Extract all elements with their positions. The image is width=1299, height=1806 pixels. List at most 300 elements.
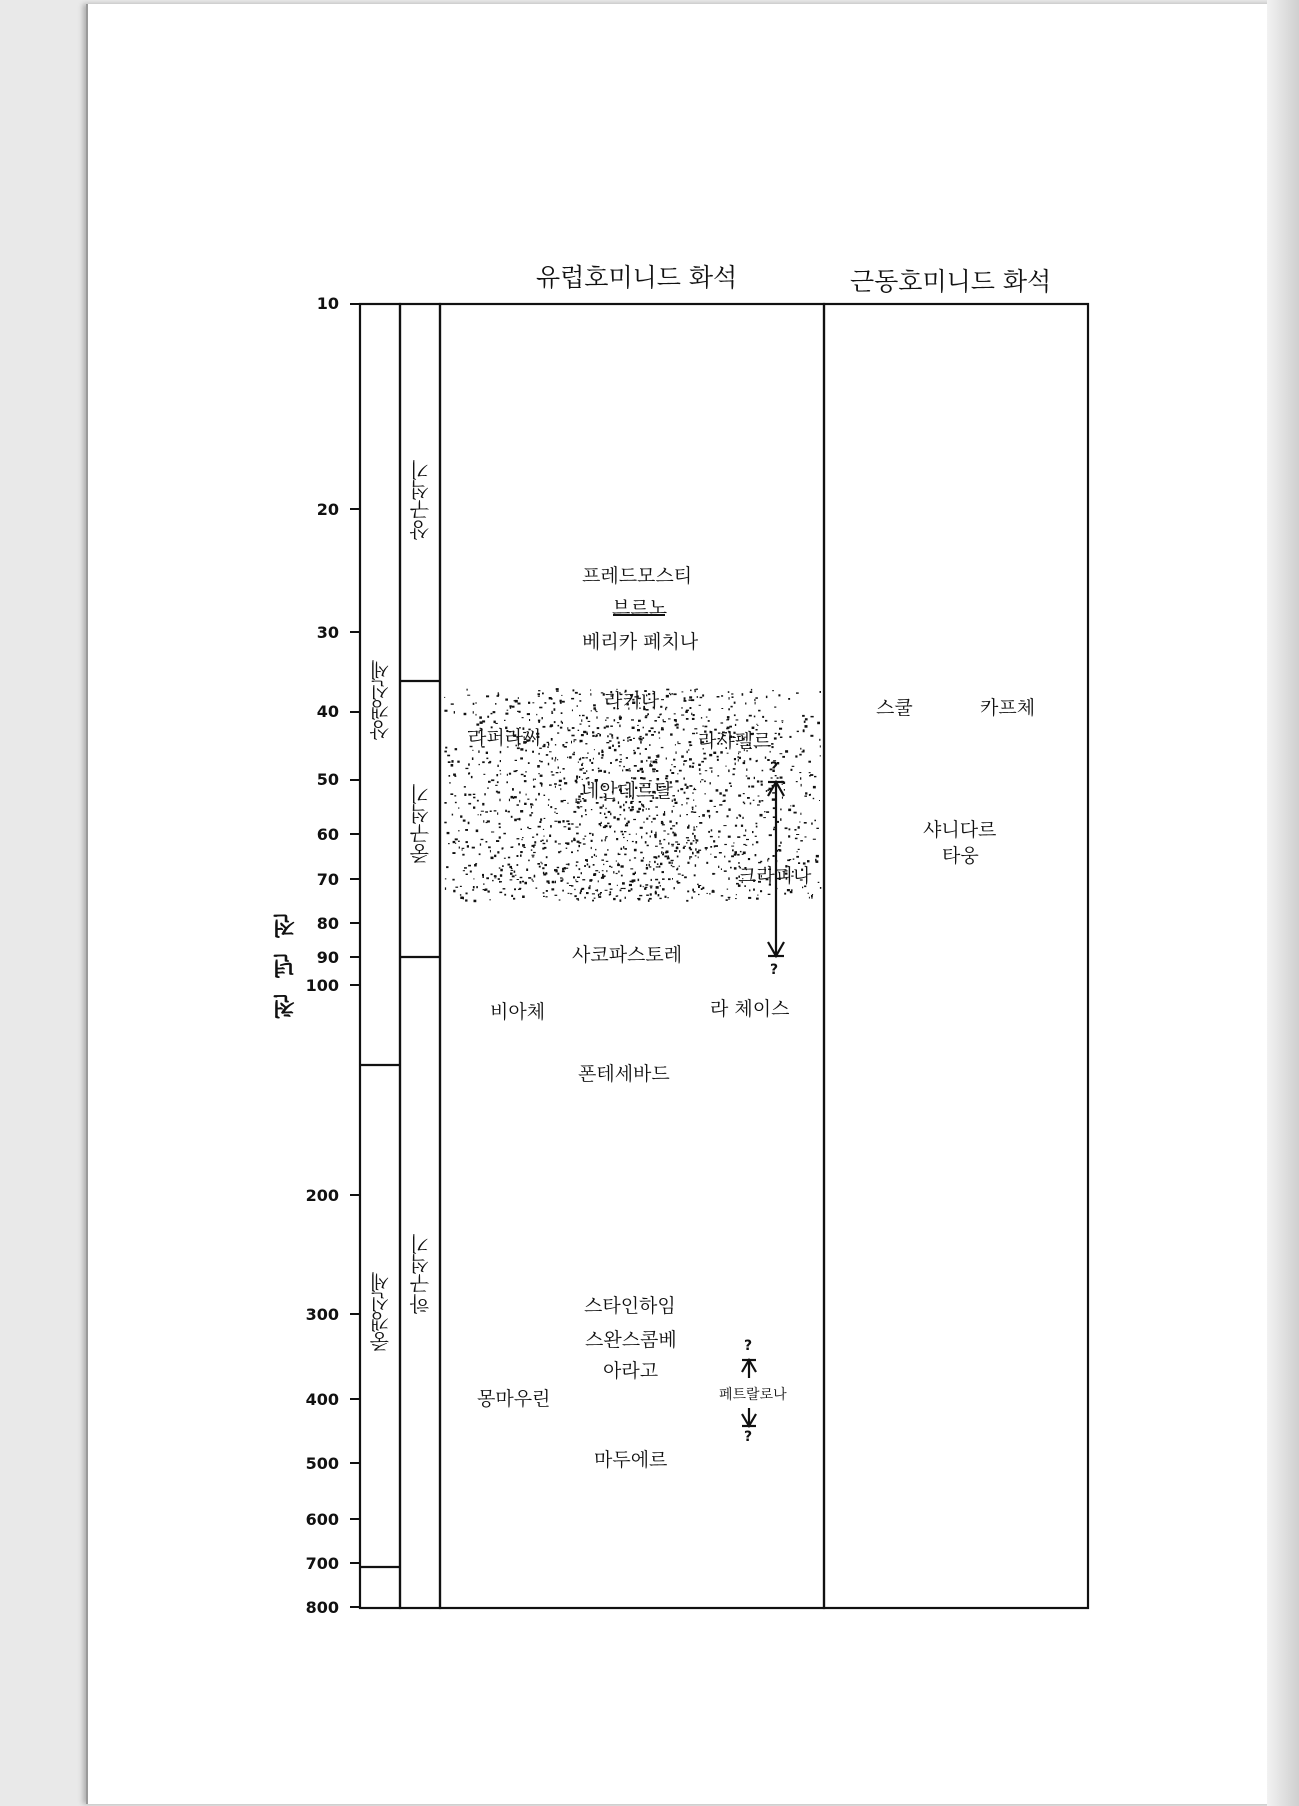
stipple-dot: [814, 776, 816, 777]
stipple-dot: [682, 691, 684, 692]
stipple-dot: [555, 808, 557, 809]
stipple-dot: [701, 779, 703, 780]
stipple-dot: [538, 826, 541, 828]
stipple-dot: [557, 867, 559, 868]
stipple-dot: [564, 826, 567, 827]
stipple-dot: [683, 847, 685, 849]
stipple-dot: [678, 882, 681, 884]
stipple-dot: [624, 818, 625, 820]
stipple-dot: [760, 814, 763, 817]
stipple-dot: [797, 731, 799, 732]
stipple-dot: [677, 856, 679, 858]
stipple-dot: [601, 751, 603, 753]
stipple-dot: [719, 792, 721, 794]
stipple-dot: [547, 742, 549, 743]
stipple-dot: [655, 762, 657, 763]
stipple-dot: [586, 770, 587, 772]
stipple-dot: [520, 855, 522, 857]
stipple-dot: [695, 848, 696, 850]
stipple-dot: [568, 893, 570, 894]
stipple-dot: [497, 695, 500, 697]
stipple-dot: [800, 813, 801, 815]
stipple-dot: [559, 785, 562, 786]
stipple-dot: [681, 707, 683, 708]
stipple-dot: [798, 826, 800, 829]
stipple-dot: [623, 804, 624, 806]
stipple-dot: [578, 730, 580, 731]
stipple-dot: [627, 740, 628, 742]
stipple-dot: [724, 844, 727, 845]
stipple-dot: [650, 893, 652, 895]
stipple-dot: [814, 820, 816, 822]
krapina-bottom-question-mark: ?: [770, 962, 779, 978]
stipple-dot: [799, 772, 801, 773]
stipple-dot: [463, 870, 465, 871]
stipple-dot: [609, 747, 612, 750]
stipple-dot: [587, 732, 588, 734]
stipple-dot: [665, 896, 667, 898]
stipple-dot: [723, 795, 726, 797]
stipple-dot: [505, 810, 507, 812]
stipple-dot: [725, 789, 728, 791]
stipple-dot: [556, 813, 558, 814]
stipple-dot: [539, 707, 542, 709]
stipple-dot: [558, 725, 560, 727]
stipple-dot: [609, 883, 612, 885]
stipple-dot: [756, 898, 759, 900]
stipple-dot: [582, 879, 585, 880]
stipple-dot: [500, 874, 502, 877]
stipple-dot: [620, 814, 622, 815]
stipple-dot: [650, 836, 651, 838]
stipple-dot: [551, 698, 552, 700]
stipple-dot: [749, 890, 750, 892]
stipple-dot: [718, 866, 719, 868]
stipple-dot: [646, 832, 648, 834]
stipple-dot: [473, 878, 474, 879]
stipple-dot: [593, 704, 596, 706]
stipple-dot: [592, 900, 594, 902]
stipple-dot: [711, 770, 712, 773]
stipple-dot: [642, 809, 644, 812]
stipple-dot: [588, 887, 590, 890]
stipple-dot: [516, 770, 518, 771]
stipple-dot: [533, 852, 536, 853]
stipple-dot: [518, 889, 521, 890]
stipple-dot: [679, 770, 682, 772]
stipple-dot: [659, 714, 661, 716]
stipple-dot: [515, 875, 517, 876]
stipple-dot: [642, 771, 644, 773]
stipple-dot: [544, 864, 547, 866]
stipple-dot: [817, 722, 820, 725]
stipple-dot: [594, 873, 596, 875]
stipple-dot: [820, 691, 822, 693]
fossil-petralona: 페트랄로나: [719, 1387, 787, 1403]
stipple-dot: [691, 811, 694, 812]
stipple-dot: [647, 713, 649, 715]
stipple-dot: [709, 754, 712, 756]
stipple-dot: [816, 855, 819, 858]
stipple-dot: [504, 894, 506, 896]
stipple-dot: [769, 834, 772, 836]
stipple-dot: [560, 880, 562, 882]
stipple-dot: [716, 789, 719, 791]
stipple-dot: [757, 804, 760, 805]
stipple-dot: [672, 832, 674, 834]
stipple-dot: [663, 852, 664, 854]
stipple-dot: [812, 894, 813, 895]
stipple-dot: [611, 867, 613, 868]
stipple-dot: [658, 894, 660, 896]
stipple-dot: [653, 818, 656, 820]
stipple-dot: [573, 811, 576, 813]
stipple-dot: [451, 764, 454, 767]
stipple-dot: [692, 889, 694, 892]
stipple-dot: [654, 861, 656, 863]
stipple-dot: [709, 817, 710, 819]
stipple-dot: [462, 854, 464, 856]
stipple-dot: [532, 855, 535, 856]
stipple-dot: [686, 798, 689, 800]
stipple-dot: [636, 834, 637, 835]
stipple-dot: [448, 843, 450, 844]
stipple-dot: [687, 826, 689, 828]
stipple-dot: [537, 863, 540, 865]
stipple-dot: [809, 897, 810, 899]
stipple-dot: [580, 890, 582, 892]
stipple-dot: [543, 726, 546, 728]
stipple-dot: [500, 770, 501, 771]
stipple-dot: [546, 890, 548, 892]
stipple-dot: [637, 770, 640, 772]
stipple-dot: [606, 717, 608, 718]
tick-label: 20: [316, 500, 339, 519]
stipple-dot: [789, 828, 791, 830]
stipple-dot: [782, 797, 783, 799]
stipple-dot: [760, 781, 762, 783]
stipple-dot: [605, 720, 606, 721]
stipple-dot: [651, 821, 653, 822]
stipple-dot: [681, 715, 684, 716]
stipple-dot: [671, 764, 672, 765]
stipple-dot: [645, 715, 648, 716]
stipple-dot: [621, 848, 623, 850]
stipple-dot: [532, 804, 533, 805]
stipple-dot: [794, 829, 796, 831]
stipple-dot: [805, 836, 807, 837]
stipple-dot: [660, 863, 662, 865]
stipple-dot: [735, 763, 736, 766]
stipple-dot: [646, 867, 648, 870]
stipple-dot: [550, 724, 553, 727]
stipple-dot: [451, 703, 454, 704]
stipple-dot: [517, 804, 519, 806]
stipple-dot: [629, 834, 631, 835]
stipple-dot: [532, 837, 534, 838]
stipple-dot: [517, 855, 519, 857]
stipple-dot: [667, 858, 669, 860]
stipple-dot: [495, 785, 497, 786]
stipple-dot: [503, 847, 504, 849]
stipple-dot: [710, 800, 713, 802]
stipple-dot: [453, 774, 456, 776]
stipple-dot: [662, 871, 665, 873]
stipple-dot: [780, 753, 783, 754]
stipple-dot: [515, 700, 518, 703]
stipple-dot: [550, 825, 552, 828]
stipple-dot: [486, 877, 489, 879]
stipple-dot: [799, 754, 801, 756]
stipple-dot: [459, 847, 460, 849]
stipple-dot: [592, 735, 594, 737]
stipple-dot: [579, 769, 582, 771]
stipple-dot: [753, 800, 755, 801]
stipple-dot: [599, 770, 602, 772]
stipple-dot: [640, 768, 643, 770]
stipple-dot: [638, 898, 640, 901]
stipple-dot: [625, 848, 628, 850]
stipple-dot: [488, 846, 491, 848]
stipple-dot: [522, 896, 525, 899]
stipple-dot: [629, 884, 632, 886]
stipple-dot: [778, 694, 780, 696]
stipple-dot: [514, 819, 517, 822]
fossil-arago: 아라고: [603, 1360, 659, 1382]
stipple-dot: [624, 831, 626, 832]
stipple-dot: [566, 820, 569, 822]
stipple-dot: [704, 758, 707, 760]
stipple-dot: [695, 864, 696, 867]
stipple-dot: [494, 810, 497, 811]
stipple-dot: [690, 690, 691, 692]
stipple-dot: [584, 836, 586, 837]
stipple-dot: [800, 777, 801, 779]
stipple-dot: [686, 900, 688, 902]
stipple-dot: [820, 745, 821, 747]
stipple-dot: [607, 849, 609, 850]
stipple-dot: [539, 866, 541, 868]
stipple-dot: [552, 757, 554, 759]
stipple-dot: [465, 768, 468, 769]
stipple-dot: [612, 745, 614, 747]
stipple-dot: [607, 823, 609, 825]
stipple-dot: [538, 753, 539, 755]
stipple-dot: [677, 844, 680, 845]
stipple-dot: [544, 847, 547, 849]
stipple-dot: [455, 887, 458, 888]
stipple-dot: [666, 689, 669, 691]
stipple-dot: [750, 803, 752, 805]
stipple-dot: [499, 827, 501, 829]
stipple-dot: [622, 770, 623, 772]
period-label-lower-paleolithic: 하구석기: [409, 1234, 433, 1314]
stipple-dot: [518, 697, 519, 699]
stipple-dot: [594, 898, 596, 899]
stipple-dot: [745, 829, 746, 831]
stipple-dot: [491, 832, 494, 833]
stipple-dot: [546, 896, 548, 897]
stipple-dot: [732, 849, 734, 851]
stipple-dot: [592, 731, 594, 733]
stipple-dot: [739, 814, 741, 816]
stipple-dot: [723, 825, 726, 826]
stipple-dot: [604, 770, 607, 773]
stipple-dot: [698, 850, 701, 851]
stipple-dot: [466, 841, 468, 843]
stipple-dot: [571, 823, 573, 824]
stipple-dot: [594, 749, 595, 750]
stipple-dot: [688, 749, 689, 750]
stipple-dot: [537, 765, 540, 768]
stipple-dot: [683, 763, 684, 765]
stipple-dot: [512, 788, 514, 791]
stipple-dot: [728, 691, 730, 693]
stipple-dot: [666, 695, 669, 698]
stipple-dot: [596, 856, 597, 858]
stipple-dot: [519, 711, 521, 713]
stipple-dot: [447, 832, 450, 834]
stipple-dot: [633, 873, 636, 875]
stipple-dot: [779, 845, 781, 847]
stipple-dot: [603, 864, 604, 865]
stipple-dot: [689, 741, 692, 743]
stipple-dot: [793, 859, 795, 860]
stipple-dot: [737, 854, 739, 856]
stipple-dot: [508, 864, 511, 866]
stipple-dot: [694, 837, 695, 839]
stipple-dot: [813, 839, 816, 840]
stipple-dot: [573, 752, 575, 753]
stipple-dot: [726, 766, 727, 767]
stipple-dot: [613, 871, 614, 873]
stipple-dot: [465, 829, 468, 831]
stipple-dot: [676, 822, 678, 824]
stipple-dot: [643, 857, 644, 859]
stipple-dot: [637, 811, 640, 813]
stipple-dot: [546, 856, 548, 858]
stipple-dot: [479, 764, 480, 765]
stipple-dot: [648, 730, 651, 732]
stipple-dot: [780, 737, 783, 739]
stipple-dot: [655, 856, 657, 858]
stipple-dot: [708, 831, 710, 833]
stipple-dot: [616, 860, 617, 861]
stipple-dot: [560, 702, 562, 704]
stipple-dot: [654, 731, 656, 733]
stipple-dot: [796, 834, 799, 835]
stipple-dot: [644, 821, 645, 823]
stipple-dot: [593, 864, 595, 866]
fossil-swanscombe: 스완스콤베: [585, 1329, 677, 1351]
stipple-dot: [745, 845, 747, 846]
stipple-dot: [629, 737, 631, 738]
stipple-dot: [560, 788, 561, 790]
stipple-dot: [561, 712, 563, 714]
fossil-brno: 브르노: [612, 597, 668, 619]
stipple-dot: [606, 742, 609, 743]
stipple-dot: [673, 806, 675, 807]
stipple-dot: [534, 875, 535, 878]
stipple-dot: [800, 840, 803, 841]
stipple-dot: [542, 840, 544, 842]
stipple-dot: [499, 892, 502, 894]
stipple-dot: [661, 747, 664, 748]
stipple-dot: [700, 781, 701, 783]
stipple-dot: [575, 879, 576, 880]
stipple-dot: [473, 797, 475, 799]
stipple-dot: [520, 881, 522, 884]
stipple-dot: [577, 850, 579, 852]
stipple-dot: [699, 768, 701, 771]
stipple-dot: [650, 765, 653, 767]
stipple-dot: [742, 817, 743, 819]
stipple-dot: [649, 744, 651, 746]
stipple-dot: [651, 761, 652, 763]
stipple-dot: [494, 877, 496, 878]
stipple-dot: [623, 740, 625, 741]
stipple-dot: [609, 826, 611, 828]
stipple-dot: [782, 784, 783, 785]
stipple-dot: [601, 860, 604, 861]
stipple-dot: [784, 789, 785, 791]
stipple-dot: [701, 717, 702, 719]
stipple-dot: [709, 815, 711, 817]
stipple-dot: [538, 696, 540, 697]
stipple-dot: [514, 796, 517, 798]
stipple-dot: [526, 869, 528, 872]
stipple-dot: [780, 818, 781, 821]
stipple-dot: [669, 821, 671, 823]
stipple-dot: [500, 751, 502, 753]
stipple-dot: [517, 838, 520, 839]
stipple-dot: [468, 822, 470, 825]
stipple-dot: [510, 879, 513, 880]
stipple-dot: [661, 699, 664, 700]
stipple-dot: [533, 786, 535, 788]
stipple-dot: [744, 760, 746, 762]
stipple-dot: [539, 821, 541, 823]
stipple-dot: [544, 836, 545, 837]
stipple-dot: [517, 818, 520, 819]
stipple-dot: [444, 697, 445, 698]
stipple-dot: [741, 825, 743, 827]
stipple-dot: [672, 862, 673, 864]
stipple-dot: [693, 829, 695, 831]
stipple-dot: [504, 720, 506, 721]
stipple-dot: [756, 826, 758, 828]
stipple-dot: [529, 828, 532, 829]
stipple-dot: [633, 750, 635, 751]
stipple-dot: [811, 716, 814, 718]
stipple-dot: [618, 742, 620, 744]
stipple-dot: [581, 764, 583, 766]
stipple-dot: [546, 880, 549, 882]
stipple-dot: [449, 775, 451, 777]
stipple-dot: [479, 853, 481, 855]
stipple-dot: [649, 866, 651, 867]
stipple-dot: [708, 709, 710, 711]
stipple-dot: [567, 727, 568, 729]
stipple-dot: [610, 813, 611, 816]
stipple-dot: [594, 854, 595, 856]
stipple-dot: [487, 820, 490, 822]
stipple-dot: [743, 802, 745, 804]
stipple-dot: [458, 841, 460, 842]
stipple-dot: [543, 892, 545, 894]
stipple-dot: [566, 848, 568, 849]
stipple-dot: [574, 895, 576, 897]
